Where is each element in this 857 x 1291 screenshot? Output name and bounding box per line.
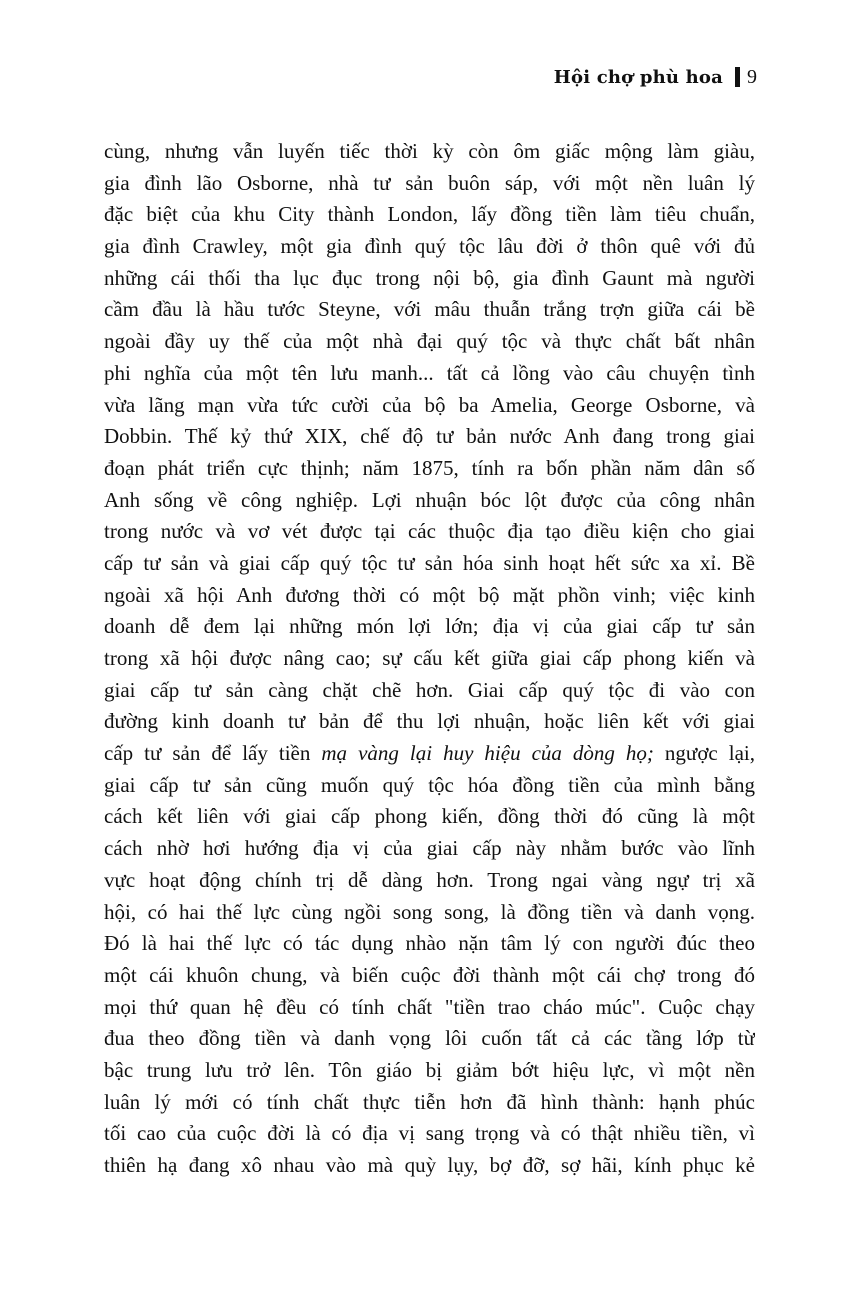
text-line: một cái khuôn chung, và biến cuộc đời thành một cái chợ trong đó (104, 962, 755, 987)
text-line: những cái thối tha lục đục trong nội bộ, gia đình Gaunt mà người (104, 265, 755, 290)
text-line: Anh sống về công nghiệp. Lợi nhuận bóc lột được của công nhân (104, 487, 755, 512)
text-line: đoạn phát triển cực thịnh; năm 1875, tính ra bốn phần năm dân số (104, 455, 755, 480)
text-segment: cấp tư sản để lấy tiền (104, 741, 322, 766)
text-line: luân lý mới có tính chất thực tiễn hơn đã hình thành: hạnh phúc (104, 1089, 755, 1114)
text-line: cách nhờ hơi hướng địa vị của giai cấp này nhằm bước vào lĩnh (104, 836, 755, 861)
text-line: gia đình lão Osborne, nhà tư sản buôn sáp, với một nền luân lý (104, 170, 755, 195)
text-line: ngoài đầy uy thế của một nhà đại quý tộc và thực chất bất nhân (104, 329, 755, 354)
running-title: Hội chợ phù hoa (553, 66, 723, 88)
text-line: cầm đầu là hầu tước Steyne, với mâu thuẫn trắng trợn giữa cái bề (104, 297, 755, 322)
text-line: trong nước và vơ vét được tại các thuộc địa tạo điều kiện cho giai (104, 519, 755, 544)
text-line: gia đình Crawley, một gia đình quý tộc lâu đời ở thôn quê với đủ (104, 234, 755, 259)
body-text (104, 136, 755, 1182)
italic-phrase: mạ vàng lại huy hiệu của dòng họ; (321, 741, 654, 766)
text-line: cùng, nhưng vẫn luyến tiếc thời kỳ còn ôm giấc mộng làm giàu, (104, 139, 755, 163)
page-number: 9 (747, 65, 757, 88)
text-line (104, 738, 755, 770)
text-line: đường kinh doanh tư bản để thu lợi nhuận, hoặc liên kết với giai (104, 709, 755, 734)
text-line: Đó là hai thế lực có tác dụng nhào nặn tâm lý con người đúc theo (104, 931, 755, 956)
text-line: hội, có hai thế lực cùng ngồi song song, là đồng tiền và danh vọng. (104, 899, 755, 924)
text-segment: ngược lại, (653, 741, 755, 766)
text-line: cấp tư sản và giai cấp quý tộc tư sản hóa sinh hoạt hết sức xa xỉ. Bề (104, 550, 755, 575)
text-line: phi nghĩa của một tên lưu manh... tất cả lồng vào câu chuyện tình (104, 360, 755, 385)
text-line: ngoài xã hội Anh đương thời có một bộ mặt phồn vinh; việc kinh (104, 582, 755, 607)
text-line: bậc trung lưu trở lên. Tôn giáo bị giảm bớt hiệu lực, vì một nền (104, 1057, 755, 1082)
text-line: cách kết liên với giai cấp phong kiến, đồng thời đó cũng là một (104, 804, 755, 829)
text-line: đặc biệt của khu City thành London, lấy đồng tiền làm tiêu chuẩn, (104, 202, 755, 227)
text-line: giai cấp tư sản cũng muốn quý tộc hóa đồng tiền của mình bằng (104, 772, 755, 797)
text-line: vừa lãng mạn vừa tức cười của bộ ba Amelia, George Osborne, và (104, 392, 755, 417)
text-line: Dobbin. Thế kỷ thứ XIX, chế độ tư bản nước Anh đang trong giai (104, 424, 755, 449)
text-line: đua theo đồng tiền và danh vọng lôi cuốn tất cả các tầng lớp từ (104, 1026, 755, 1051)
header-divider-bar (735, 67, 740, 87)
text-line: thiên hạ đang xô nhau vào mà quỳ lụy, bợ đỡ, sợ hãi, kính phục kẻ (104, 1153, 755, 1177)
text-line: mọi thứ quan hệ đều có tính chất "tiền trao cháo múc". Cuộc chạy (104, 994, 755, 1019)
text-line: tối cao của cuộc đời là có địa vị sang trọng và có thật nhiều tiền, vì (104, 1121, 755, 1146)
running-header (554, 62, 757, 92)
text-line: doanh dễ đem lại những món lợi lớn; địa vị của giai cấp tư sản (104, 614, 755, 639)
text-line: trong xã hội được nâng cao; sự cấu kết giữa giai cấp phong kiến và (104, 646, 755, 670)
text-line: giai cấp tư sản càng chặt chẽ hơn. Giai cấp quý tộc đi vào con (104, 677, 755, 702)
text-line: vực hoạt động chính trị dễ dàng hơn. Trong ngai vàng ngự trị xã (104, 867, 755, 892)
